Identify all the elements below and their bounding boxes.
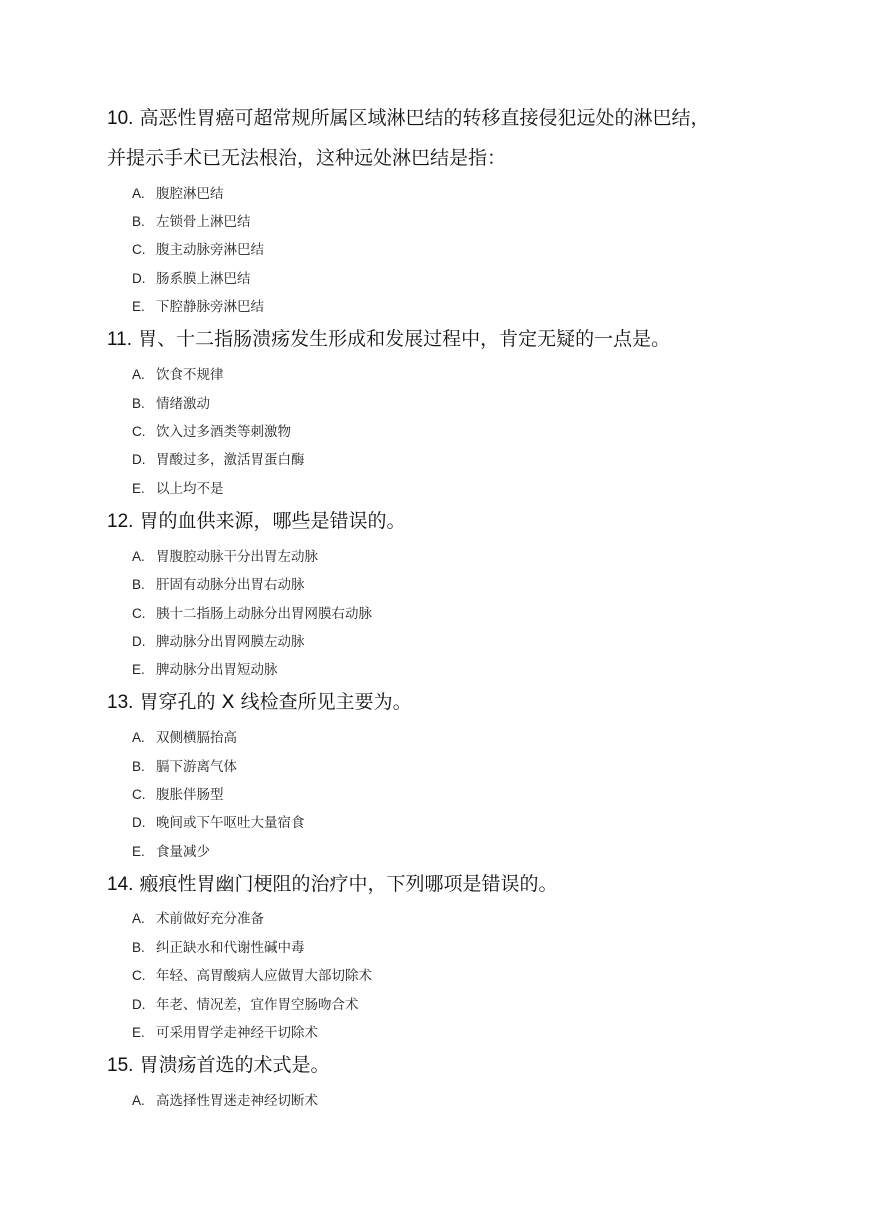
option-item: [132, 395, 210, 413]
option-text: 饮食不规律: [156, 367, 224, 383]
option-item: [132, 213, 251, 231]
option-text: 年老、情况差，宜作胃空肠吻合术: [156, 997, 359, 1013]
option-letter: A.: [132, 730, 145, 745]
question-number: 11.: [107, 329, 133, 350]
option-item: [132, 451, 305, 469]
option-text: 下腔静脉旁淋巴结: [156, 299, 264, 315]
option-text: 肝固有动脉分出胃右动脉: [156, 577, 305, 593]
option-text: 饮入过多酒类等刺激物: [156, 424, 291, 440]
option-text: 晚间或下午呕吐大量宿食: [156, 815, 305, 831]
option-letter: E.: [132, 299, 145, 314]
question-text: 胃的血供来源，哪些是错误的。: [139, 510, 406, 532]
option-letter: C.: [132, 787, 146, 802]
option-text: 脾动脉分出胃短动脉: [156, 662, 278, 678]
option-item: [132, 729, 237, 747]
option-text: 胃腹腔动脉干分出胃左动脉: [156, 549, 318, 565]
question-text: 胃穿孔的 X 线检查所见主要为。: [139, 691, 412, 713]
option-item: [132, 996, 359, 1014]
option-item: [132, 605, 372, 623]
question-number: 10.: [107, 108, 134, 129]
option-text: 左锁骨上淋巴结: [156, 214, 251, 230]
option-letter: C.: [132, 242, 146, 257]
option-item: [132, 1024, 318, 1042]
option-item: [132, 939, 305, 957]
option-item: [132, 548, 318, 566]
option-item: [132, 366, 224, 384]
question-11: [107, 327, 670, 352]
option-letter: E.: [132, 481, 145, 496]
option-text: 胃酸过多，激活胃蛋白酶: [156, 452, 305, 468]
question-14: [107, 872, 557, 897]
option-text: 腹腔淋巴结: [156, 186, 224, 202]
option-letter: B.: [132, 759, 145, 774]
option-item: [132, 843, 210, 861]
option-letter: D.: [132, 271, 146, 286]
option-item: [132, 661, 278, 679]
option-letter: D.: [132, 815, 146, 830]
question-text: 胃、十二指肠溃疡发生形成和发展过程中，肯定无疑的一点是。: [138, 328, 671, 350]
option-item: [132, 270, 251, 288]
option-text: 腹胀伴肠型: [156, 787, 224, 803]
question-12: [107, 509, 405, 534]
question-13: [107, 690, 412, 715]
option-letter: E.: [132, 662, 145, 677]
option-letter: E.: [132, 1025, 145, 1040]
option-letter: C.: [132, 968, 146, 983]
option-item: [132, 241, 264, 259]
option-item: [132, 1092, 318, 1110]
question-text: 高恶性胃癌可超常规所属区域淋巴结的转移直接侵犯远处的淋巴结，: [139, 107, 710, 129]
option-item: [132, 758, 237, 776]
option-text: 食量减少: [156, 844, 210, 860]
option-letter: A.: [132, 549, 145, 564]
option-item: [132, 576, 305, 594]
option-letter: E.: [132, 844, 145, 859]
question-number: 13.: [107, 692, 134, 713]
option-letter: B.: [132, 214, 145, 229]
option-text: 术前做好充分准备: [156, 911, 264, 927]
option-text: 腹主动脉旁淋巴结: [156, 242, 264, 258]
question-number: 14.: [107, 874, 134, 895]
option-text: 双侧横膈抬高: [156, 730, 237, 746]
option-letter: C.: [132, 424, 146, 439]
option-text: 膈下游离气体: [156, 759, 237, 775]
option-item: [132, 786, 224, 804]
question-text: 瘢痕性胃幽门梗阻的治疗中，下列哪项是错误的。: [139, 873, 558, 895]
option-letter: A.: [132, 911, 145, 926]
option-text: 可采用胃学走神经干切除术: [156, 1025, 318, 1041]
option-item: [132, 185, 224, 203]
option-letter: A.: [132, 1093, 145, 1108]
option-item: [132, 910, 264, 928]
option-letter: D.: [132, 452, 146, 467]
option-letter: A.: [132, 367, 145, 382]
option-text: 胰十二指肠上动脉分出胃网膜右动脉: [156, 606, 372, 622]
option-letter: D.: [132, 997, 146, 1012]
option-item: [132, 633, 305, 651]
question-number: 12.: [107, 511, 134, 532]
question-10-line-2: 并提示手术已无法根治，这种远处淋巴结是指：: [107, 147, 507, 169]
option-letter: A.: [132, 186, 145, 201]
option-text: 以上均不是: [156, 481, 224, 497]
option-text: 年轻、高胃酸病人应做胃大部切除术: [156, 968, 372, 984]
option-letter: B.: [132, 577, 145, 592]
option-item: [132, 967, 372, 985]
option-letter: B.: [132, 396, 145, 411]
question-10-line-1: [107, 106, 709, 131]
option-text: 纠正缺水和代谢性碱中毒: [156, 940, 305, 956]
option-item: [132, 480, 224, 498]
option-text: 脾动脉分出胃网膜左动脉: [156, 634, 305, 650]
option-text: 肠系膜上淋巴结: [156, 271, 251, 287]
question-15: [107, 1053, 329, 1078]
option-letter: D.: [132, 634, 146, 649]
question-number: 15.: [107, 1055, 134, 1076]
option-item: [132, 298, 264, 316]
option-item: [132, 814, 305, 832]
option-item: [132, 423, 291, 441]
option-letter: C.: [132, 606, 146, 621]
option-text: 高选择性胃迷走神经切断术: [156, 1093, 318, 1109]
option-letter: B.: [132, 940, 145, 955]
option-text: 情绪激动: [156, 396, 210, 412]
question-text: 胃溃疡首选的术式是。: [139, 1054, 330, 1076]
